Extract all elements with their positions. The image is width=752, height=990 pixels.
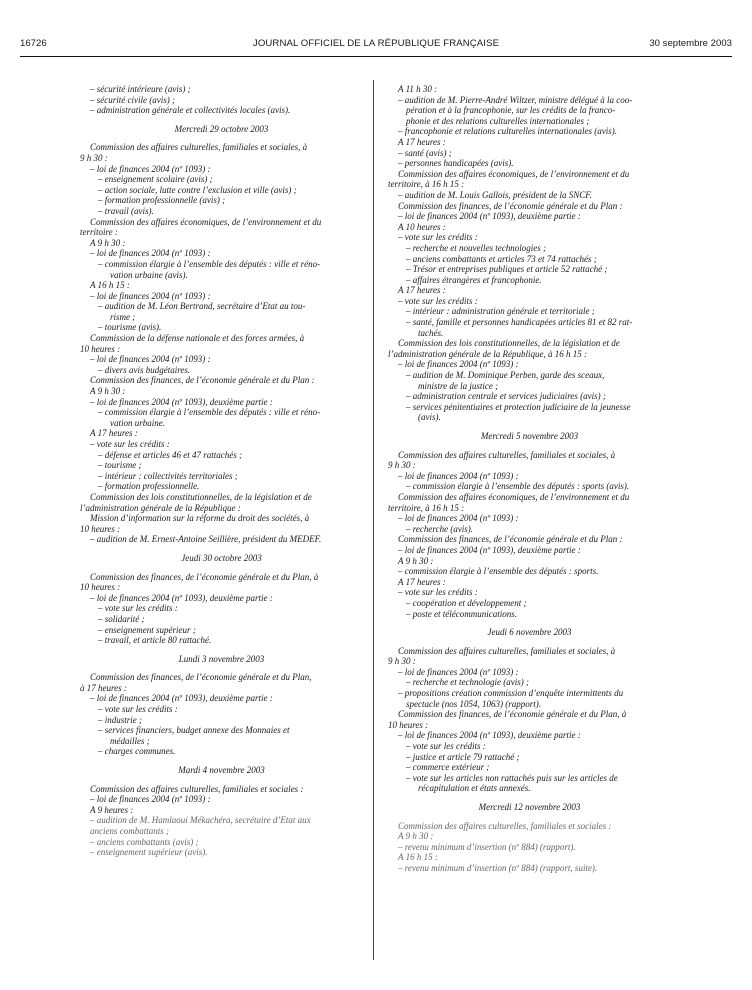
text-line: – vote sur les crédits : bbox=[90, 439, 170, 449]
text-line: Commission des affaires culturelles, familiales et sociales : bbox=[90, 783, 304, 794]
text-line: Commission des finances, de l’économie générale et du Plan : bbox=[398, 534, 623, 545]
text-line: – commission élargie à l’ensemble des députés : ville et réno- bbox=[98, 407, 321, 418]
text-line: – loi de finances 2004 (nº 1093) : bbox=[90, 354, 211, 365]
text-line: – coopération et développement ; bbox=[406, 597, 527, 608]
text-line: ministre de la justice ; bbox=[418, 380, 499, 391]
text-line: Commission des finances, de l’économie générale et du Plan : bbox=[90, 375, 315, 386]
text-line: – divers avis budgétaires. bbox=[98, 364, 191, 375]
text-line: – formation professionnelle. bbox=[98, 481, 200, 492]
text-line: – recherche et nouvelles technologies ; bbox=[406, 242, 547, 253]
text-line: Commission des affaires économiques, de l’environnement et du bbox=[90, 216, 322, 227]
text-line: – services financiers, budget annexe des Monnaies et bbox=[98, 725, 290, 736]
text-line: – loi de finances 2004 (nº 1093) : bbox=[90, 290, 211, 301]
text-line: – loi de finances 2004 (nº 1093) : bbox=[398, 666, 519, 677]
text-line: – loi de finances 2004 (nº 1093), deuxième partie : bbox=[90, 592, 273, 603]
text-line: – Trésor et entreprises publiques et article 52 rattaché ; bbox=[406, 264, 608, 275]
text-line: l’administration générale de la République : bbox=[80, 502, 241, 513]
page-header bbox=[20, 38, 732, 54]
text-line: – sécurité intérieure (avis) ; bbox=[90, 84, 191, 94]
text-line: – services pénitentiaires et protection judiciaire de la jeunesse bbox=[406, 401, 631, 412]
text-line: A 9 h 30 : bbox=[90, 237, 126, 248]
text-line: – audition de M. Dominique Perben, garde des sceaux, bbox=[406, 370, 605, 381]
text-line: A 9 h 30 : bbox=[398, 831, 434, 842]
text-line: – sécurité civile (avis) ; bbox=[90, 94, 175, 105]
text-line: 9 h 30 : bbox=[388, 460, 416, 471]
text-line: – loi de finances 2004 (nº 1093) : bbox=[90, 163, 211, 174]
text-line: – tourisme (avis). bbox=[98, 322, 162, 333]
text-line: – loi de finances 2004 (nº 1093) : bbox=[398, 470, 519, 481]
text-line: – anciens combattants (avis) ; bbox=[90, 836, 199, 847]
date-heading: Jeudi 30 octobre 2003 bbox=[181, 552, 262, 563]
text-line: Commission des affaires économiques, de l’environnement et du bbox=[398, 168, 630, 179]
text-line: – formation professionnelle (avis) ; bbox=[98, 195, 226, 206]
text-line: – vote sur les crédits : bbox=[406, 741, 486, 752]
text-line: vation urbaine. bbox=[110, 417, 165, 428]
text-line: 9 h 30 : bbox=[388, 656, 416, 667]
text-line: – anciens combattants et articles 73 et 74 rattachés ; bbox=[406, 253, 597, 264]
text-line: – enseignement scolaire (avis) ; bbox=[98, 174, 213, 185]
text-line: anciens combattants ; bbox=[90, 826, 169, 836]
text-line: – loi de finances 2004 (nº 1093) : bbox=[90, 794, 211, 805]
text-line: A 16 h 15 : bbox=[90, 280, 130, 291]
text-line: A 9 h 30 : bbox=[90, 386, 126, 397]
text-line: – revenu minimum d’insertion (nº 884) (rapport, suite). bbox=[398, 862, 598, 873]
text-line: Commission des affaires économiques, de l’environnement et du bbox=[398, 491, 630, 502]
text-line: – industrie ; bbox=[98, 714, 142, 725]
text-line: A 17 heures : bbox=[398, 136, 446, 147]
text-line: Commission des affaires culturelles, familiales et sociales, à bbox=[398, 645, 616, 656]
text-line: – audition de M. Léon Bertrand, secrétaire d’Etat au tou- bbox=[98, 301, 306, 312]
text-line: vation urbaine (avis). bbox=[110, 269, 188, 280]
text-line: – intérieur : administration générale et territoriale ; bbox=[406, 306, 595, 317]
text-line: – poste et télécommunications. bbox=[406, 608, 517, 619]
text-line: A 11 h 30 : bbox=[398, 84, 438, 94]
text-line: Commission des affaires culturelles, familiales et sociales, à bbox=[398, 449, 616, 460]
date-heading: Jeudi 6 novembre 2003 bbox=[487, 627, 572, 638]
text-line: A 17 heures : bbox=[90, 428, 138, 439]
date-heading: Mercredi 5 novembre 2003 bbox=[480, 431, 579, 441]
text-line: – affaires étrangères et francophonie. bbox=[406, 274, 542, 285]
text-line: – audition de M. Ernest-Antoine Seillière, président du MEDEF. bbox=[90, 534, 322, 545]
text-line: – loi de finances 2004 (nº 1093) : bbox=[90, 248, 211, 259]
text-line: – loi de finances 2004 (nº 1093) : bbox=[398, 513, 519, 524]
text-line: A 17 heures : bbox=[398, 285, 446, 296]
text-line: – vote sur les crédits : bbox=[98, 704, 178, 715]
text-line: – commerce extérieur ; bbox=[406, 762, 490, 773]
text-line: Commission des finances, de l’économie générale et du Plan, à bbox=[398, 709, 627, 720]
text-line: – action sociale, lutte contre l’exclusion et ville (avis) ; bbox=[98, 184, 297, 195]
left-column bbox=[80, 84, 363, 858]
column-divider bbox=[373, 80, 374, 960]
text-line: – audition de M. Pierre-André Wiltzer, ministre délégué à la coo- bbox=[398, 94, 633, 105]
text-line: spectacle (nos 1054, 1063) (rapport). bbox=[406, 698, 541, 709]
text-line: – personnes handicapées (avis). bbox=[398, 158, 514, 169]
text-line: 10 heures : bbox=[80, 523, 121, 534]
right-column bbox=[388, 84, 671, 874]
text-line: Commission des lois constitutionnelles, de la législation et de bbox=[398, 338, 620, 349]
text-line: – défense et articles 46 et 47 rattachés ; bbox=[98, 449, 242, 460]
text-line: – administration générale et collectivités locales (avis). bbox=[90, 105, 291, 116]
text-line: – recherche et technologie (avis) ; bbox=[406, 677, 530, 688]
text-line: récapitulation et états annexés. bbox=[418, 783, 531, 794]
journal-title: JOURNAL OFFICIEL DE LA RÉPUBLIQUE FRANÇAISE bbox=[252, 38, 500, 49]
text-line: – commission élargie à l’ensemble des députés : sports. bbox=[398, 566, 599, 577]
text-line: risme ; bbox=[110, 311, 136, 322]
text-line: Mission d’information sur la réforme du droit des sociétés, à bbox=[90, 513, 310, 524]
date-heading: Mardi 4 novembre 2003 bbox=[178, 765, 265, 776]
text-line: territoire : bbox=[80, 227, 118, 238]
text-line: A 17 heures : bbox=[398, 576, 446, 587]
text-line: A 9 heures : bbox=[90, 804, 134, 815]
text-line: – revenu minimum d’insertion (nº 884) (rapport). bbox=[398, 841, 576, 852]
text-line: – vote sur les crédits : bbox=[398, 232, 478, 243]
page-number: 16726 bbox=[20, 38, 47, 49]
text-line: à 17 heures : bbox=[80, 682, 127, 693]
text-line: – santé, famille et personnes handicapées articles 81 et 82 rat- bbox=[406, 317, 633, 328]
text-line: – solidarité ; bbox=[98, 613, 145, 624]
text-line: – intérieur : collectivités territoriales ; bbox=[98, 470, 238, 481]
text-line: médailles ; bbox=[110, 735, 150, 746]
text-line: – audition de M. Hamlaoui Mékachéra, secrétaire d’Etat aux bbox=[90, 815, 311, 826]
text-line: – recherche (avis). bbox=[406, 523, 474, 534]
text-line: Commission des affaires culturelles, familiales et sociales : bbox=[398, 820, 612, 831]
text-line: – charges communes. bbox=[98, 746, 176, 757]
publication-date: 30 septembre 2003 bbox=[649, 38, 732, 49]
text-line: – loi de finances 2004 (nº 1093), deuxième partie : bbox=[398, 544, 581, 555]
text-line: 10 heures : bbox=[80, 582, 121, 593]
date-heading: Mercredi 29 octobre 2003 bbox=[174, 123, 269, 134]
text-line: Commission des finances, de l’économie générale et du Plan, bbox=[90, 672, 312, 683]
text-line: Commission des affaires culturelles, familiales et sociales, à bbox=[90, 142, 308, 153]
text-line: pération et à la francophonie, sur les crédits de la franco- bbox=[406, 105, 616, 116]
text-line: tachés. bbox=[418, 327, 444, 338]
text-line: A 16 h 15 : bbox=[398, 852, 438, 863]
text-line: – justice et article 79 rattaché ; bbox=[406, 751, 520, 762]
text-line: – audition de M. Louis Gallois, président de la SNCF. bbox=[398, 189, 592, 200]
text-line: – commission élargie à l’ensemble des députés : sports (avis). bbox=[406, 481, 630, 492]
text-line: – enseignement supérieur (avis). bbox=[90, 847, 208, 858]
text-line: – administration centrale et services judiciaires (avis) ; bbox=[406, 391, 606, 402]
text-line: phonie et des relations culturelles internationales ; bbox=[406, 115, 590, 126]
text-line: – travail, et article 80 rattaché. bbox=[98, 635, 212, 646]
text-line: – enseignement supérieur ; bbox=[98, 624, 196, 635]
text-line: – propositions création commission d’enquête intermittents du bbox=[398, 688, 624, 699]
header-rule bbox=[20, 56, 732, 57]
text-line: – loi de finances 2004 (nº 1093), deuxième partie : bbox=[90, 396, 273, 407]
date-heading: Mercredi 12 novembre 2003 bbox=[478, 802, 581, 812]
text-line: – travail (avis). bbox=[98, 205, 154, 216]
text-line: (avis). bbox=[418, 412, 441, 423]
text-line: Commission de la défense nationale et des forces armées, à bbox=[90, 333, 305, 344]
text-line: l’administration générale de la République, à 16 h 15 : bbox=[388, 348, 587, 359]
text-line: – loi de finances 2004 (nº 1093), deuxième partie : bbox=[398, 730, 581, 741]
text-line: – santé (avis) ; bbox=[398, 147, 452, 158]
text-line: – vote sur les crédits : bbox=[398, 295, 478, 306]
text-line: A 10 heures : bbox=[398, 221, 446, 232]
text-line: – loi de finances 2004 (nº 1093) : bbox=[398, 359, 519, 370]
text-line: – vote sur les articles non rattachés puis sur les articles de bbox=[406, 772, 618, 783]
text-line: – vote sur les crédits : bbox=[98, 603, 178, 614]
text-line: Commission des finances, de l’économie générale et du Plan : bbox=[398, 200, 623, 211]
date-heading: Lundi 3 novembre 2003 bbox=[178, 653, 265, 664]
text-line: 9 h 30 : bbox=[80, 152, 108, 163]
text-line: Commission des lois constitutionnelles, de la législation et de bbox=[90, 491, 312, 502]
text-line: Commission des finances, de l’économie générale et du Plan, à bbox=[90, 571, 319, 582]
text-line: territoire, à 16 h 15 : bbox=[388, 502, 465, 513]
text-line: territoire, à 16 h 15 : bbox=[388, 179, 465, 190]
text-line: A 9 h 30 : bbox=[398, 555, 434, 566]
text-line: – loi de finances 2004 (nº 1093), deuxième partie : bbox=[90, 693, 273, 704]
text-line: – tourisme ; bbox=[98, 460, 142, 471]
text-line: – vote sur les crédits : bbox=[398, 587, 478, 598]
text-line: 10 heures : bbox=[388, 719, 429, 730]
text-line: – loi de finances 2004 (nº 1093), deuxième partie : bbox=[398, 211, 581, 222]
text-line: – commission élargie à l’ensemble des députés : ville et réno- bbox=[98, 258, 321, 269]
text-line: – francophonie et relations culturelles internationales (avis). bbox=[398, 126, 618, 137]
text-line: 10 heures : bbox=[80, 343, 121, 354]
